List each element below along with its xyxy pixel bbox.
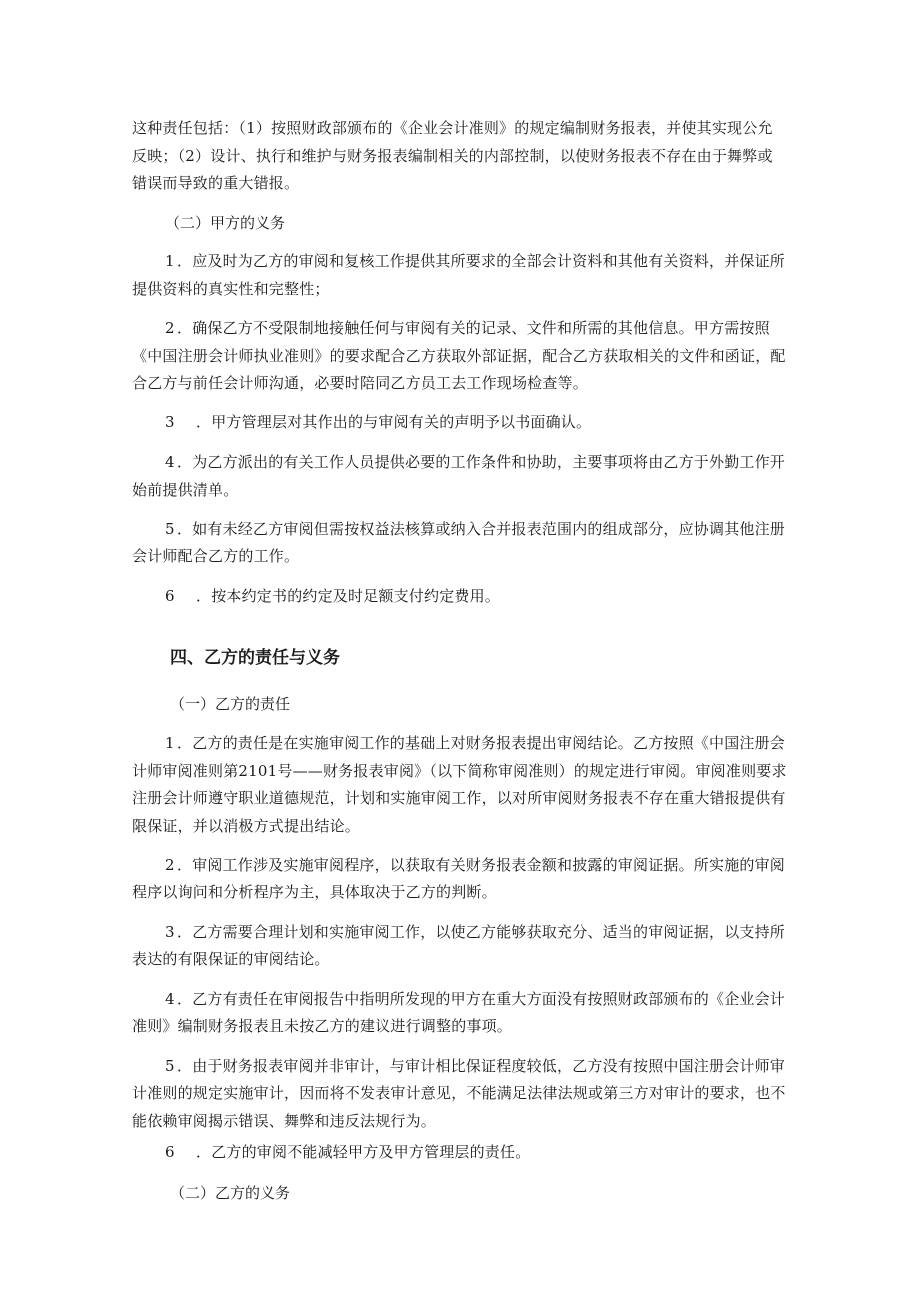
- text-line: ．甲方管理层对其作出的与审阅有关的声明予以书面确认。: [196, 413, 592, 431]
- item-number: 4: [165, 990, 175, 1008]
- text-line: ．如有未经乙方审阅但需按权益法核算或纳入合并报表范围内的组成部分，应协调其他注册: [177, 520, 786, 538]
- text-line: ．确保乙方不受限制地接触任何与审阅有关的记录、文件和所需的其他信息。甲方需按照: [177, 319, 770, 337]
- item-number: 1: [165, 252, 175, 270]
- text-line: 能依赖审阅揭示错误、舞弊和违反法规行为。: [132, 1112, 437, 1130]
- text-line: 这种责任包括：（1）按照财政部颁布的《企业会计准则》的规定编制财务报表，并使其实现公允: [132, 119, 773, 137]
- text-line: ．审阅工作涉及实施审阅程序，以获取有关财务报表金额和披露的审阅证据。所实施的审阅: [177, 856, 786, 874]
- item-number: 2: [165, 856, 175, 874]
- text-line: 会计师配合乙方的工作。: [132, 547, 300, 565]
- section-heading: 四、乙方的责任与义务: [170, 648, 340, 668]
- text-line: 准则》编制财务报表且未按乙方的建议进行调整的事项。: [132, 1017, 513, 1035]
- text-line: ．乙方的责任是在实施审阅工作的基础上对财务报表提出审阅结论。乙方按照《中国注册会: [177, 734, 786, 752]
- text-line: 《中国注册会计师执业准则》的要求配合乙方获取外部证据，配合乙方获取相关的文件和函证，配: [132, 347, 786, 365]
- item-number: 4: [165, 453, 175, 471]
- text-line: 合乙方与前任会计师沟通，必要时陪同乙方员工去工作现场检查等。: [132, 374, 589, 392]
- text-line: ．由于财务报表审阅并非审计，与审计相比保证程度较低，乙方没有按照中国注册会计师审: [177, 1057, 786, 1075]
- text-line: ．为乙方派出的有关工作人员提供必要的工作条件和协助，主要事项将由乙方于外勤工作开: [177, 453, 786, 471]
- text-line: 注册会计师遵守职业道德规范，计划和实施审阅工作，以对所审阅财务报表不存在重大错报提供有: [132, 789, 786, 807]
- text-line: 错误而导致的重大错报。: [132, 174, 300, 192]
- text-line: ．应及时为乙方的审阅和复核工作提供其所要求的全部会计资料和其他有关资料，并保证所: [177, 252, 786, 270]
- text-line: ．按本约定书的约定及时足额支付约定费用。: [196, 587, 501, 605]
- item-number: 6: [165, 587, 175, 605]
- item-number: 3: [165, 923, 175, 941]
- text-line: ．乙方有责任在审阅报告中指明所发现的甲方在重大方面没有按照财政部颁布的《企业会计: [177, 990, 786, 1008]
- item-number: 1: [165, 734, 175, 752]
- item-number: 3: [165, 413, 175, 431]
- text-line: ．乙方需要合理计划和实施审阅工作，以使乙方能够获取充分、适当的审阅证据，以支持所: [177, 923, 786, 941]
- text-line: 反映；（2）设计、执行和维护与财务报表编制相关的内部控制，以使财务报表不存在由于舞弊或: [132, 147, 773, 165]
- party-a-duties-title: （二）甲方的义务: [165, 214, 286, 232]
- text-line: 表达的有限保证的审阅结论。: [132, 950, 330, 968]
- item-number: 5: [165, 520, 175, 538]
- item-number: 2: [165, 319, 175, 337]
- text-line: ．乙方的审阅不能减轻甲方及甲方管理层的责任。: [196, 1143, 531, 1161]
- party-b-resp-title: （一）乙方的责任: [170, 695, 291, 713]
- text-line: 计师审阅准则第2101号——财务报表审阅》（以下简称审阅准则）的规定进行审阅。审阅准则要求: [132, 762, 787, 780]
- text-line: 始前提供清单。: [132, 481, 239, 499]
- item-number: 6: [165, 1143, 175, 1161]
- text-line: 计准则的规定实施审计，因而将不发表审计意见，不能满足法律法规或第三方对审计的要求，也不: [132, 1084, 786, 1102]
- party-b-duty-title: （二）乙方的义务: [170, 1184, 291, 1202]
- text-line: 限保证，并以消极方式提出结论。: [132, 817, 361, 835]
- text-line: 提供资料的真实性和完整性；: [132, 280, 330, 298]
- text-line: 程序以询问和分析程序为主，具体取决于乙方的判断。: [132, 883, 497, 901]
- item-number: 5: [165, 1057, 175, 1075]
